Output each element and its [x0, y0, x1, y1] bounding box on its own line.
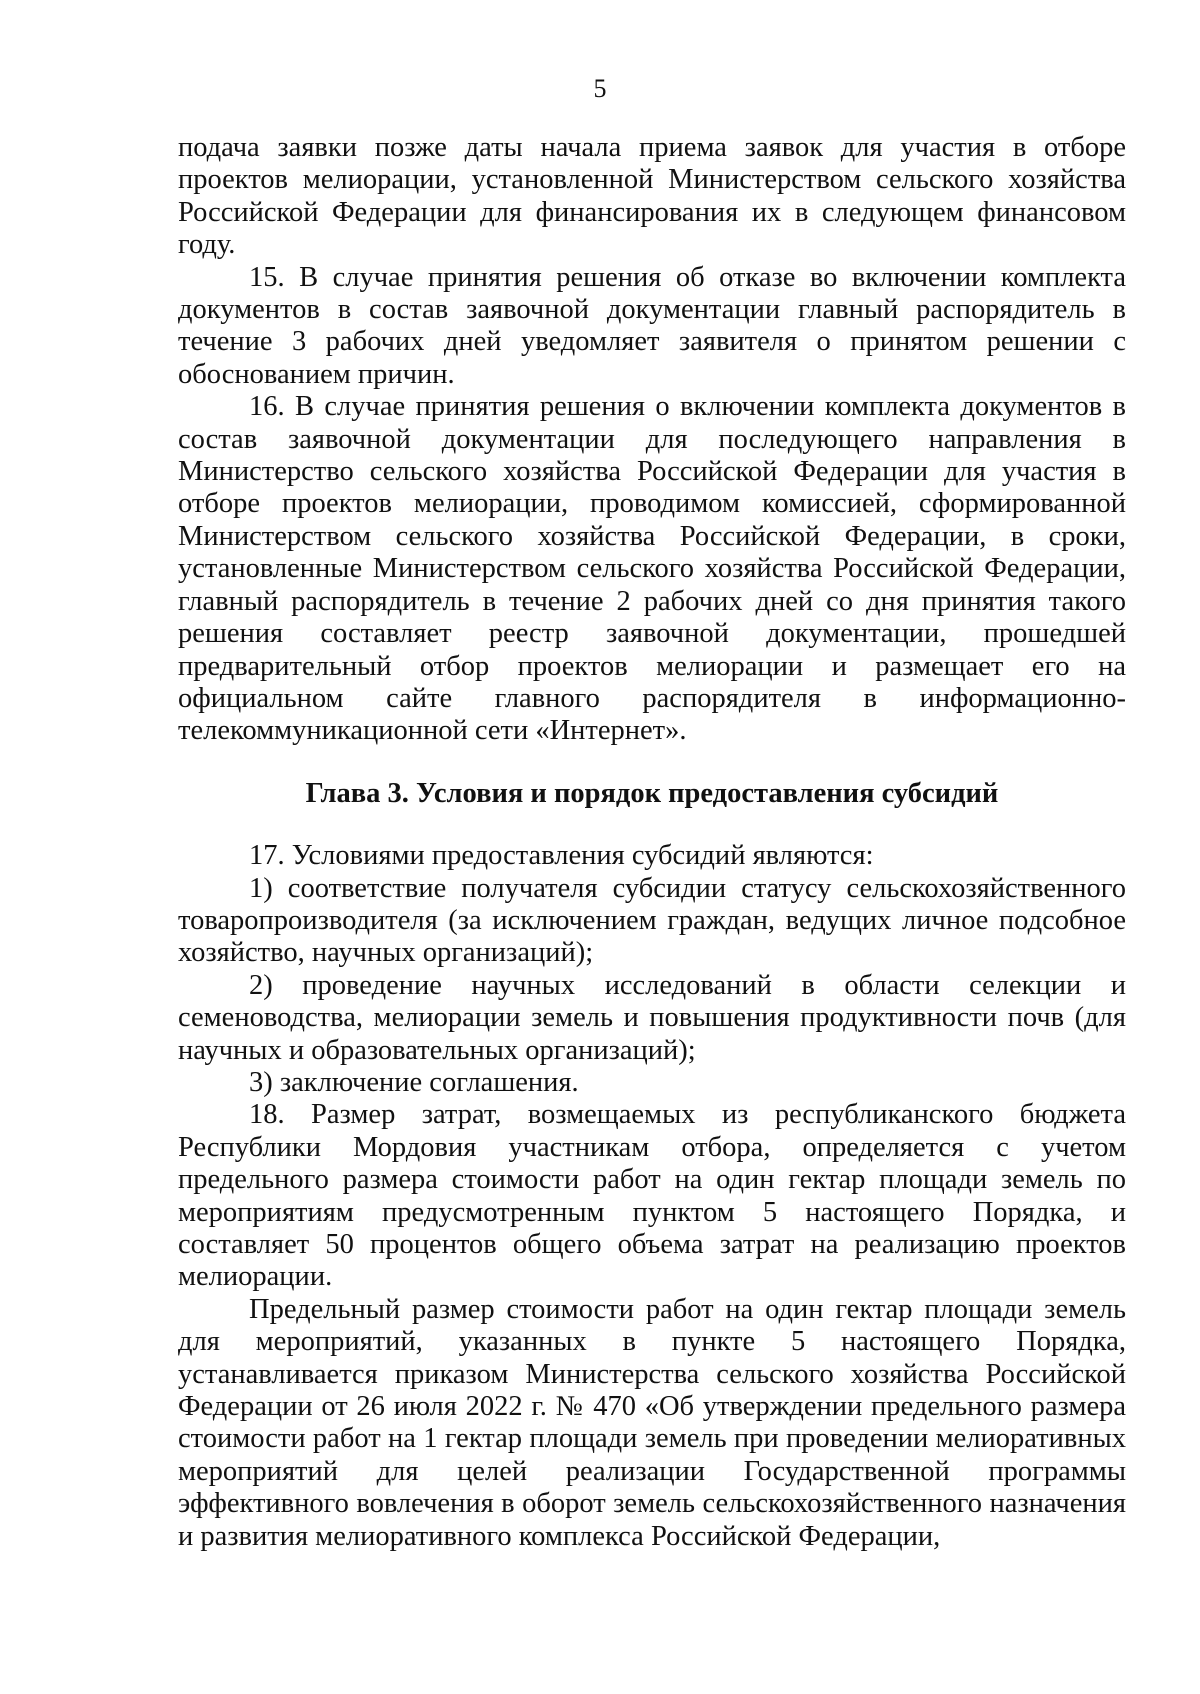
page-number: 5 [593, 74, 607, 103]
paragraph-item-18: 18. Размер затрат, возмещаемых из республиканского бюджета Республики Мордовия участникам отбора, определяется с учетом предельного размера стоимости работ на один гектар площади земель по мероприятиям предусмотренным пунктом 5 настоящего Порядка, и составляет 50 процентов общего объема затрат на реализацию проектов мелиорации. [178, 1099, 1126, 1293]
paragraph-cost-limit: Предельный размер стоимости работ на один гектар площади земель для мероприятий, указанных в пункте 5 настоящего Порядка, устанавливается приказом Министерства сельского хозяйства Российской Федерации от 26 июля 2022 г. № 470 «Об утверждении предельного размера стоимости работ на 1 гектар площади земель при проведении мелиоративных мероприятий для целей реализации Государственной программы эффективного вовлечения в оборот земель сельскохозяйственного назначения и развития мелиоративного комплекса Российской Федерации, [178, 1293, 1126, 1552]
paragraph-item-15: 15. В случае принятия решения об отказе во включении комплекта документов в состав заявочной документации главный распорядитель в течение 3 рабочих дней уведомляет заявителя о принятом решении с обоснованием причин. [178, 261, 1126, 390]
document-body [178, 132, 1126, 1553]
chapter-heading: Глава 3. Условия и порядок предоставления субсидий [305, 777, 999, 809]
paragraph-item-17: 17. Условиями предоставления субсидий являются: [249, 840, 874, 872]
paragraph-subitem-1: 1) соответствие получателя субсидии статусу сельскохозяйственного товаропроизводителя (за исключением граждан, ведущих личное подсобное хозяйство, научных организаций); [178, 872, 1126, 969]
paragraph-subitem-3: 3) заключение соглашения. [249, 1066, 579, 1098]
paragraph-item-16: 16. В случае принятия решения о включении комплекта документов в состав заявочной документации для последующего направления в Министерство сельского хозяйства Российской Федерации для участия в отборе проектов мелиорации, проводимом комиссией, сформированной Министерством сельского хозяйства Российской Федерации, в сроки, установленные Министерством сельского хозяйства Российской Федерации, главный распорядитель в течение 2 рабочих дней со дня принятия такого решения составляет реестр заявочной документации, прошедшей предварительный отбор проектов мелиорации и размещает его на официальном сайте главного распорядителя в информационно-телекоммуникационной сети «Интернет». [178, 391, 1126, 747]
paragraph-subitem-2: 2) проведение научных исследований в области селекции и семеноводства, мелиорации земель и повышения продуктивности почв (для научных и образовательных организаций); [178, 969, 1126, 1066]
paragraph-continuation: подача заявки позже даты начала приема заявок для участия в отборе проектов мелиорации, установленной Министерством сельского хозяйства Российской Федерации для финансирования их в следующем финансовом году. [178, 132, 1126, 261]
